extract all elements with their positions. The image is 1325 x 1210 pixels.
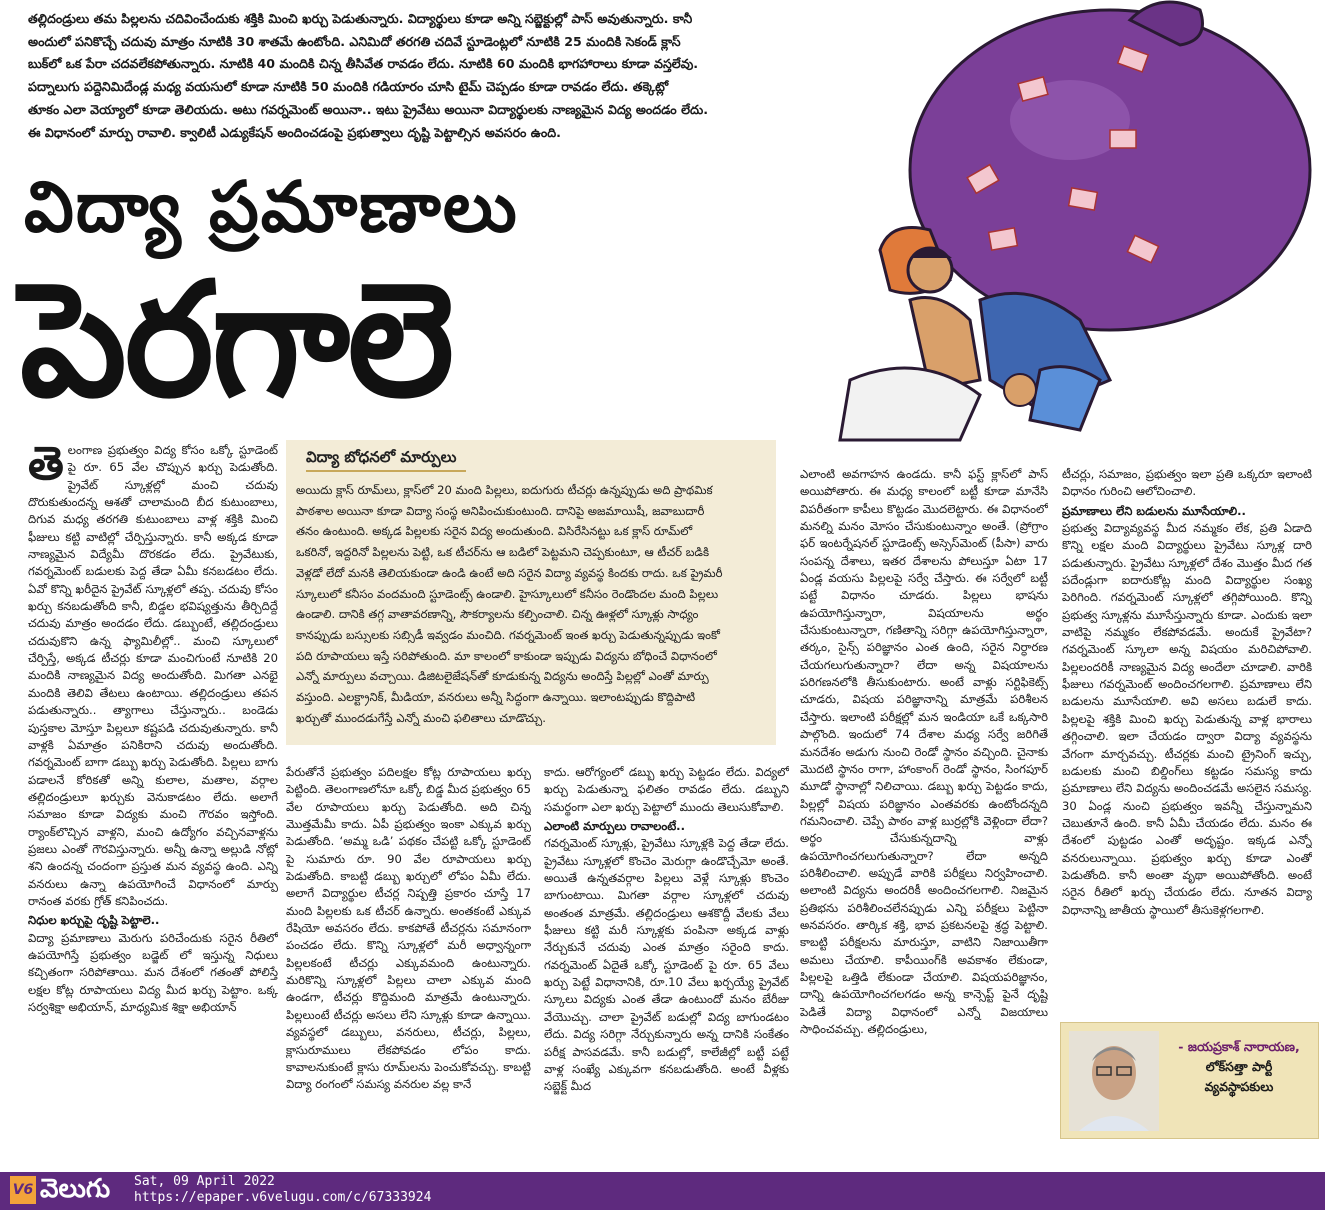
author-role: వ్యవస్థాపకులు [1204, 1079, 1274, 1094]
publication-logo: వెలుగు [40, 1174, 111, 1204]
intro-line: అందులో పనికొచ్చే చదువు మాత్రం నూటికి 30 శాతమే ఉంటోంది. ఎనిమిదో తరగతి చదివే స్టూడెంట్లలో నూటికి 25 మందికి సెకండ్ క్లాస్ [28, 33, 681, 49]
v6-logo-icon: V6 [10, 1176, 36, 1204]
box-text [296, 480, 768, 728]
author-role: లోక్‌సత్తా పార్టీ [1205, 1059, 1273, 1074]
author-box [1060, 1022, 1319, 1139]
article-column-3 [544, 764, 789, 1162]
subheading: ప్రమాణాలు లేని బడులను మూసేయాలి.. [1062, 503, 1246, 518]
intro-line: పద్నాలుగు పద్దెనిమిదేండ్ల మధ్య వయసులో కూడా నూటికి 50 మందికి గడియారం చూసి టైమ్ చెప్పడం కూడా రావడం లేదు. తక్కెట్లో [28, 79, 669, 95]
author-photo [1069, 1031, 1159, 1131]
footer-bar [0, 1172, 1325, 1210]
article-column-2 [286, 764, 531, 1162]
author-credit [1169, 1037, 1309, 1097]
paragraph: ఎలాంటి అవగాహన ఉండదు. కానీ ఫస్ట్ క్లాస్‌లో పాస్ అయిపోతారు. ఈ మధ్య కాలంలో బట్టీ కూడా మానేసి విపరీతంగా కాపీలు కొట్టడం మొదలెట్టారు. ఈ విధానంలో మనల్ని మనం మోసం చేసుకుంటున్నాం అంతే. (ప్రోగ్రాం ఫర్ ఇంటర్నేషనల్ స్టూడెంట్స్ అస్సెస్‌మెంట్ (పీసా) వారు సంపన్న దేశాలు, ఇతర దేశాలను పోలుస్తూ ఏటా 17 ఏండ్ల వయసు పిల్లలపై సర్వే చేస్తారు. ఈ సర్వేలో బట్టీ పట్టే విధానం చూడరు. పిల్లలు భాషను ఉపయోగిస్తున్నారా, విషయాలను అర్థం చేసుకుంటున్నారా, గణితాన్ని సరిగ్గా ఉపయోగిస్తున్నారా, తర్కం, సైన్స్ పరిజ్ఞానం ఎంత ఉంది, సరైన నిర్ధారణ చేయగలుగుతున్నారా? లేదా అన్న విషయాలను పరిగణనలోకి తీసుకుంటారు. అంటే వాళ్లు సర్టిఫికెట్స్ చూడరు, విషయ పరిజ్ఞానాన్ని మాత్రమే పరిశీలన చేస్తారు. ఇలాంటి పరీక్షల్లో మన ఇండియా ఒకే ఒక్కసారి పాల్గొంది. ఇందులో 74 దేశాల మధ్య సర్వే జరిగితే మనదేశం అడుగు నుంచి రెండో స్థానం వచ్చింది. చైనాకు మొదటి స్థానం రాగా, హాంకాంగ్ రెండో స్థానం, సింగపూర్ మూడో స్థానాల్లో నిలిచాయి. డబ్బు ఖర్చు పెట్టడం కాదు, పిల్లల్లో విషయ పరిజ్ఞానం ఎంతవరకు ఉంటోందన్నది గమనించాలి. చెప్పే పాఠం వాళ్ల బుర్రల్లోకి వెళ్లిందా లేదా? అర్థం చేసుకున్నదాన్ని వాళ్లు ఉపయోగించగలుగుతున్నారా? లేదా అన్నది పరిశీలించాలి. అప్పుడే వారికి పరీక్షలు నిర్వహించాలి. అలాంటి విద్యను అందరికీ అందించగలగాలి. నిజమైన ప్రతిభను పరిశీలించలేనప్పుడు ఎన్ని పరీక్షలు పెట్టినా అనవసరం. తార్కిక శక్తి, భావ ప్రకటనలపై శ్రద్ధ పెట్టాలి. కాబట్టి పరీక్షలను మారుస్తూ, వాటిని నిజాయితీగా అమలు చేయాలి. కాపీయింగ్‌కి అవకాశం లేకుండా, పిల్లలపై ఒత్తిడి లేకుండా చేయాలి. విషయపరిజ్ఞానం, దాన్ని ఉపయోగించగలగడం అన్న కాన్సెప్ట్ పైనే దృష్టి పెడితే విద్యా విధానంలో ఎన్నో విజయాలు సాధించవచ్చు. తల్లిదండ్రులు, [800, 467, 1048, 1036]
box-line: ఎన్నో మార్పులు వచ్చాయి. డిజిటలైజేషన్‌తో కూడుకున్న విద్యను అందిస్తే పిల్లల్లో ఎంతో మార్పు [296, 669, 709, 684]
intro-line: తూకం ఎలా వెయ్యాలో కూడా తెలియదు. అటు గవర్నమెంట్ అయినా.. ఇటు ప్రైవేటు అయినా విద్యార్థులకు నాణ్యమైన విద్య అందడం లేదు. [28, 101, 709, 117]
article-column-4 [800, 466, 1048, 1162]
paragraph: గవర్నమెంట్ స్కూళ్లు, ప్రైవేటు స్కూళ్లకి పెద్ద తేడా లేదు. ప్రైవేటు స్కూళ్లలో కొంచెం మెరుగ్గా ఉండొచ్చేమో అంతే. అయితే ఉన్నతవర్గాల పిల్లలు వెళ్లే స్కూళ్లు కొంచెం బాగుంటాయి. మిగతా వర్గాల స్కూళ్లలో చదువు అంతంత మాత్రమే. తల్లిదండ్రులు ఆశకొద్దీ వేలకు వేలు ఫీజులు కట్టి మరీ స్కూళ్లకు పంపినా అక్కడ వాళ్లు నేర్చుకునే చదువు ఎంత మాత్రం సరైంది కాదు. గవర్నమెంట్ ఏదైతే ఒక్కో స్టూడెంట్ పై రూ. 65 వేలు ఖర్చు పెట్టే విధానానికి, రూ.10 వేలు ఖర్చయ్యే ప్రైవేట్ స్కూలు విద్యకు ఎంత తేడా ఉంటుందో మనం బేరీజు వేయొచ్చు. చాలా ప్రైవేట్ బడుల్లో విద్య బాగుండటం లేదు. విద్య సరిగ్గా నేర్చుకున్నారు అన్న దానికి సంకేతం పరీక్ష పాసవడమే. కానీ బడుల్లో, కాలేజీల్లో బట్టీ పట్టే వాళ్ల సంఖ్యే ఎక్కువగా కనబడుతోంది. అంటే వీళ్లకు సబ్జెక్ట్ మీద [544, 836, 789, 1094]
intro-line: తల్లిదండ్రులు తమ పిల్లలను చదివించేందుకు శక్తికి మించి ఖర్చు పెడుతున్నారు. విద్యార్థులు కూడా అన్ని సబ్జెక్టుల్లో పాస్ అవుతున్నారు. కానీ [28, 11, 693, 26]
publication-date: Sat, 09 April 2022 [134, 1174, 275, 1189]
paragraph: లంగాణ ప్రభుత్వం విద్య కోసం ఒక్కో స్టూడెంట్ పై రూ. 65 వేల చొప్పున ఖర్చు పెడుతోంది. ప్రైవేట్ స్కూళ్లల్లో మంచి చదువు దొరుకుతుందన్న ఆశతో చాలామంది బీద కుటుంబాలు, దిగువ మధ్య తరగతి కుటుంబాలు వాళ్ల శక్తికి మించి ఫీజులు కట్టి వాటిల్లో చేర్పిస్తున్నారు. కానీ అక్కడ కూడా నాణ్యమైన విద్యేమీ దొరకడం లేదు. ప్రైవేటుకు, గవర్నమెంట్ బడులకు పెద్ద తేడా ఏమీ కనబడటం లేదు. ఏవో కొన్ని ఖరీదైన ప్రైవేట్ స్కూళ్లలో తప్ప. చదువు కోసం ఖర్చు కనబడుతోంది కానీ, బిడ్డల భవిష్యత్తును తీర్చిదిద్దే చదువు మాత్రం అందడం లేదు. డబ్బుంటే, తల్లిదండ్రులు చదువుకొని ఉన్న ఫ్యామిలీల్లో.. మంచి స్కూలులో చేర్పిస్తే, అక్కడ టీచర్లు కూడా మంచిగుంటే నూటికి 20 మందికి నాణ్యమైన విద్య అందుతోంది. మిగతా ఎనభై మందికి తెలివి తేటలు ఉంటాయి. తల్లిదండ్రులు తపన పడుతున్నారు.. త్యాగాలు చేస్తున్నారు.. బండెడు పుస్తకాల మోస్తూ పిల్లలూ కష్టపడి చదువుతున్నారు. కానీ వాళ్లకి ఏమాత్రం పనికిరాని చదువు అందుతోంది. గవర్నమెంట్ బాగా డబ్బు ఖర్చు పెడుతోంది. పిల్లలు బాగు పడాలనే కోరికతో అన్ని కులాల, మతాల, వర్గాల తల్లిదండ్రులూ ఖర్చుకు వెనుకాడటం లేదు. అలాగే సమాజం కూడా విద్యకు మంచి గౌరవం ఇస్తోంది. ర్యాంక్‌లొచ్చిన వాళ్లని, మంచి ఉద్యోగం వచ్చినవాళ్లను ప్రజలు ఎంతో గౌరవిస్తున్నారు. అన్నీ ఉన్నా అల్లుడి నోట్లో శని ఉందన్న చందంగా ప్రస్తుత మన వ్యవస్థ ఉంది. ఎన్ని వనరులు ఉన్నా ఉపయోగించే విధానంలో మార్పు రానంత వరకు గ్రోత్ కనిపించదు. [28, 443, 278, 908]
paragraph: పేరుతోనే ప్రభుత్వం పదిలక్షల కోట్ల రూపాయలు ఖర్చు పెట్టింది. తెలంగాణలోనూ ఒక్కో బిడ్డ మీద ప్రభుత్వం 65 వేల రూపాయలు ఖర్చు పెడుతోంది. అది చిన్న మొత్తమేమీ కాదు. ఏపీ ప్రభుత్వం ఇంకా ఎక్కువ ఖర్చు పెడుతోంది. ‘అమ్మ ఒడి’ పథకం చేపట్టి ఒక్కో స్టూడెంట్ పై సుమారు రూ. 90 వేల రూపాయలు ఖర్చు పెడుతోంది. కాబట్టి డబ్బు ఖర్చులో లోపం ఏమీ లేదు. అలాగే విద్యార్థుల టీచర్ల నిష్పత్తి ప్రకారం చూస్తే 17 మంది పిల్లలకు ఒక టీచర్ ఉన్నారు. అంతకంటే ఎక్కువ రేషియో అవసరం లేదు. కాకపోతే టీచర్లను సమానంగా పంచడం లేదు. కొన్ని స్కూళ్లలో మరీ అధ్వాన్నంగా పిల్లలకంటే టీచర్లు ఎక్కువమంది ఉంటున్నారు. మరికొన్ని స్కూళ్లలో పిల్లలు చాలా ఎక్కువ మంది ఉండగా, టీచర్లు కొద్దిమంది మాత్రమే ఉంటున్నారు. పిల్లలుంటే టీచర్లు అసలు లేని స్కూళ్లు కూడా ఉన్నాయి. వ్యవస్థలో డబ్బులు, వనరులు, టీచర్లు, పిల్లలు, క్లాసురూములు లేకపోవడం లోపం కాదు. కావాలనుకుంటే క్లాసు రూమ్‌లను పెంచుకోవచ్చు. కాబట్టి విద్యా రంగంలో సమస్య వనరుల వల్ల కానే [286, 765, 531, 1092]
intro-paragraph [28, 8, 808, 144]
author-portrait-icon [1069, 1031, 1159, 1131]
box-title-underline [306, 470, 466, 472]
article-column-5 [1062, 466, 1312, 1014]
box-line: పది రూపాయలు ఇస్తే సరిపోతుంది. మా కాలంలో కాకుండా ఇప్పుడు విద్యను బోధించే విధానంలో [296, 648, 717, 663]
paragraph: విద్యా ప్రమాణాలు మెరుగు పరిచేందుకు సరైన రీతిలో ఉపయోగిస్తే ప్రభుత్వం బడ్జెట్ లో ఇస్తున్న నిధులు కచ్చితంగా సరిపోతాయి. మన దేశంలో గతంతో పోలిస్తే లక్షల కోట్ల రూపాయలు విద్య మీద ఖర్చు పెట్టాం. ఒక్క సర్వశిక్షా అభియాన్, మాధ్యమిక శిక్షా అభియాన్ [28, 930, 278, 1014]
intro-line: బుక్‌లో ఒక పేరా చదవలేకపోతున్నారు. నూటికి 40 మందికి చిన్న తీసివేత రావడం లేదు. నూటికి 60 మందికి భాగహారాలు కూడా వస్తలేవు. [28, 56, 699, 72]
box-line: పాఠశాల అయినా కూడా విద్యా సంస్థ అనిపించుకుంటుంది. దానిపై అజమాయిషీ, జవాబుదారీ [296, 503, 705, 518]
headline-line1: విద్యా ప్రమాణాలు [24, 166, 519, 248]
author-name: - జయప్రకాశ్ నారాయణ, [1178, 1039, 1300, 1054]
subheading: నిధుల ఖర్చుపై దృష్టి పెట్టాలె.. [28, 913, 160, 928]
box-line: తనం ఉంటుంది. అక్కడ పిల్లలకు సరైన విద్య అందుతుంది. విసిరేసినట్టు ఒక క్లాస్ రూమ్‌లో [296, 524, 693, 539]
subheading: ఎలాంటి మార్పులు రావాలంటే.. [544, 819, 685, 834]
illustration-money-bag [780, 0, 1325, 460]
box-line: కానప్పుడు బస్సులకు సబ్సిడీ ఇవ్వడం మంచిది. గవర్నమెంట్ ఇంత ఖర్చు పెడుతున్నప్పుడు ఇంకో [296, 627, 720, 642]
headline-line2: పెరగాలె [20, 249, 453, 433]
paragraph: టీచర్లు, సమాజం, ప్రభుత్వం ఇలా ప్రతి ఒక్కరూ ఇలాంటి విధానం గురించి ఆలోచించాలి. [1062, 467, 1312, 499]
intro-line: ఈ విధానంలో మార్పు రావాలి. క్వాలిటీ ఎడ్యుకేషన్ అందించడంపై ప్రభుత్వాలు దృష్టి పెట్టాల్సిన అవసరం ఉంది. [28, 124, 561, 140]
box-title: విద్యా బోధనలో మార్పులు [306, 448, 457, 466]
article-column-1 [28, 442, 278, 1162]
drop-cap: తె [28, 442, 64, 490]
box-line: ఉండాలి. దానికి తగ్గ వాతావరణాన్ని, సౌకర్యాలను కల్పించాలి. చిన్న ఊళ్లలో స్కూళ్లు సాధ్యం [296, 607, 699, 622]
paragraph: ప్రభుత్వ విద్యావ్యవస్థ మీద నమ్మకం లేక, ప్రతి ఏడాది కొన్ని లక్షల మంది విద్యార్థులు ప్రైవేటు స్కూళ్ల దారి పడుతున్నారు. ప్రైవేటు స్కూళ్లలో దేశం మొత్తం మీద గత పదేండ్లుగా ఐదారుకోట్ల మంది విద్యార్థుల సంఖ్య పెరిగింది. గవర్నమెంట్ స్కూళ్లలో తగ్గిపోయింది. కొన్ని ప్రభుత్వ స్కూళ్లను మూసేస్తున్నారు కూడా. ఎందుకు ఇలా వాటిపై నమ్మకం లేకపోవడమే. అందుకే ప్రైవేటా? గవర్నమెంట్ స్కూలా అన్న విషయం మరిచిపోవాలి. పిల్లలందరికీ నాణ్యమైన విద్య అందేలా చూడాలి. వారికి ఫీజులు గవర్నమెంట్ అందించగలగాలి. ప్రమాణాలు లేని బడులను మూసేయాలి. అవి అసలు బడులే కాదు. పిల్లలపై శక్తికి మించి ఖర్చు పెడుతున్న వాళ్ల భారాలు తగ్గించాలి. ఇలా చేయడం ద్వారా విద్యా వ్యవస్థను వేగంగా మార్చవచ్చు. టీచర్లకు మంచి ట్రైనింగ్ ఇచ్చు, బడులకు మంచి బిల్డింగ్‌లు కట్టడం సమస్య కాదు ప్రమాణాలు లేని విద్యను అందించడమే అసలైన సమస్య. 30 ఏండ్ల నుంచి ప్రభుత్వం ఇవన్నీ చేస్తున్నామని చెబుతూనే ఉంది. కానీ ఏమీ చేయడం లేదు. మనం ఈ దేశంలో పుట్టడం ఎంతో అదృష్టం. ఇక్కడ ఎన్నో వనరులున్నాయి. ప్రభుత్వం ఖర్చు కూడా ఎంతో పెడుతోంది. కానీ అంతా వృథా అయిపోతోంది. అంటే సరైన రీతిలో ఖర్చు చేయడం లేదు. నూతన విద్యా విధానాన్ని జాతీయ స్థాయిలో తీసుకెళ్లగలగాలి. [1062, 521, 1312, 917]
box-line: స్కూలులో కనీసం వందమంది స్టూడెంట్స్ ఉండాలి. హైస్కూలులో కనీసం రెండొందల మంది పిల్లలు [296, 586, 719, 601]
box-line: వస్తుంది. ఎలక్ట్రానిక్, మీడియా, వనరులు అన్నీ సిద్ధంగా ఉన్నాయి. ఇలాంటప్పుడు కొద్దిపాటి [296, 690, 696, 705]
box-line: అయిదు క్లాస్ రూమ్‌లు, క్లాస్‌లో 20 మంది పిల్లలు, ఐదుగురు టీచర్లు ఉన్నప్పుడు అది ప్రాథమిక [296, 483, 713, 497]
box-line: ఒకరినో, ఇద్దరినో పిల్లలను పెట్టి, ఒక టీచర్‌ను ఆ బడిలో పెట్టమని చెప్పకుంటూ, ఆ టీచర్ బడికి [296, 545, 710, 560]
box-line: ఖర్చుతో ముందడుగేస్తే ఎన్నో మంచి ఫలితాలు చూడొచ్చు. [296, 710, 546, 725]
epaper-link[interactable]: https://epaper.v6velugu.com/c/67333924 [134, 1190, 432, 1205]
box-line: వెళ్లడో లేదో మనకి తెలియకుండా ఉండి ఉంటే అది సరైన విద్యా వ్యవస్థ కిందకు రాదు. ఒక ప్రైమరీ [296, 565, 723, 580]
paragraph: కాదు. ఆరోగ్యంలో డబ్బు ఖర్చు పెట్టడం లేదు. విద్యలో ఖర్చు పెడుతున్నా ఫలితం రావడం లేదు. డబ్బుని సమర్థంగా ఎలా ఖర్చు పెట్టాలో ముందు తెలుసుకోవాలి. [544, 765, 789, 814]
